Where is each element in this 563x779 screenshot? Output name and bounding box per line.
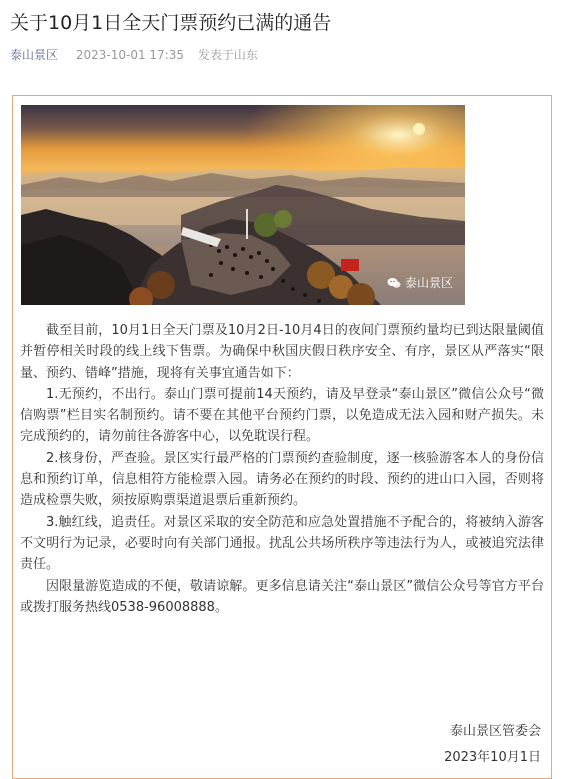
wechat-icon xyxy=(387,277,401,289)
paragraph-item-3: 3.触红线，追责任。对景区采取的安全防范和应急处置措施不予配合的，将被纳入游客不文明行为记录，必要时向有关部门通报。扰乱公共场所秩序等违法行为人，或被追究法律责任。 xyxy=(20,514,544,573)
paragraph-item-2: 2.核身份，严查验。景区实行最严格的门票预约查验制度，逐一核验游客本人的身份信息和预约订单，信息相符方能检票入园。请务必在预约的时段、预约的进山口入园，否则将造成检票失败，须按原购票渠道退票后重新预约。 xyxy=(20,450,544,509)
account-name-link[interactable]: 泰山景区 xyxy=(10,48,59,62)
photo-watermark xyxy=(387,274,453,291)
watermark-text: 泰山景区 xyxy=(404,276,453,290)
signature-block xyxy=(444,719,541,771)
notice-frame xyxy=(12,95,552,779)
publish-location: 发表于山东 xyxy=(197,48,258,62)
article-title: 关于10月1日全天门票预约已满的通告 xyxy=(10,12,332,34)
paragraph-intro: 截至目前，10月1日全天门票及10月2日-10月4日的夜间门票预约量均已到达限量阈值并暂停相关时段的线上线下售票。为确保中秋国庆假日秩序安全、有序，景区从严落实“限量、预约、错峰”措施，现将有关事宜通告如下： xyxy=(20,323,544,381)
notice-body xyxy=(20,320,544,618)
mountain-sunrise-photo[interactable] xyxy=(21,105,465,305)
issue-date: 2023年10月1日 xyxy=(444,750,541,765)
article-meta xyxy=(10,46,258,63)
issuing-organization: 泰山景区管委会 xyxy=(449,724,541,739)
paragraph-closing: 因限量游览造成的不便，敬请谅解。更多信息请关注“泰山景区”微信公众号等官方平台或拨打服务热线0538-96008888。 xyxy=(20,578,544,615)
publish-time: 2023-10-01 17:35 xyxy=(75,48,184,62)
paragraph-item-1: 1.无预约，不出行。泰山门票可提前14天预约，请及早登录“泰山景区”微信公众号“微信购票”栏目实名制预约。请不要在其他平台预约门票，以免造成无法入园和财产损失。未完成预约的，请勿前往各游客中心，以免耽误行程。 xyxy=(20,386,544,445)
